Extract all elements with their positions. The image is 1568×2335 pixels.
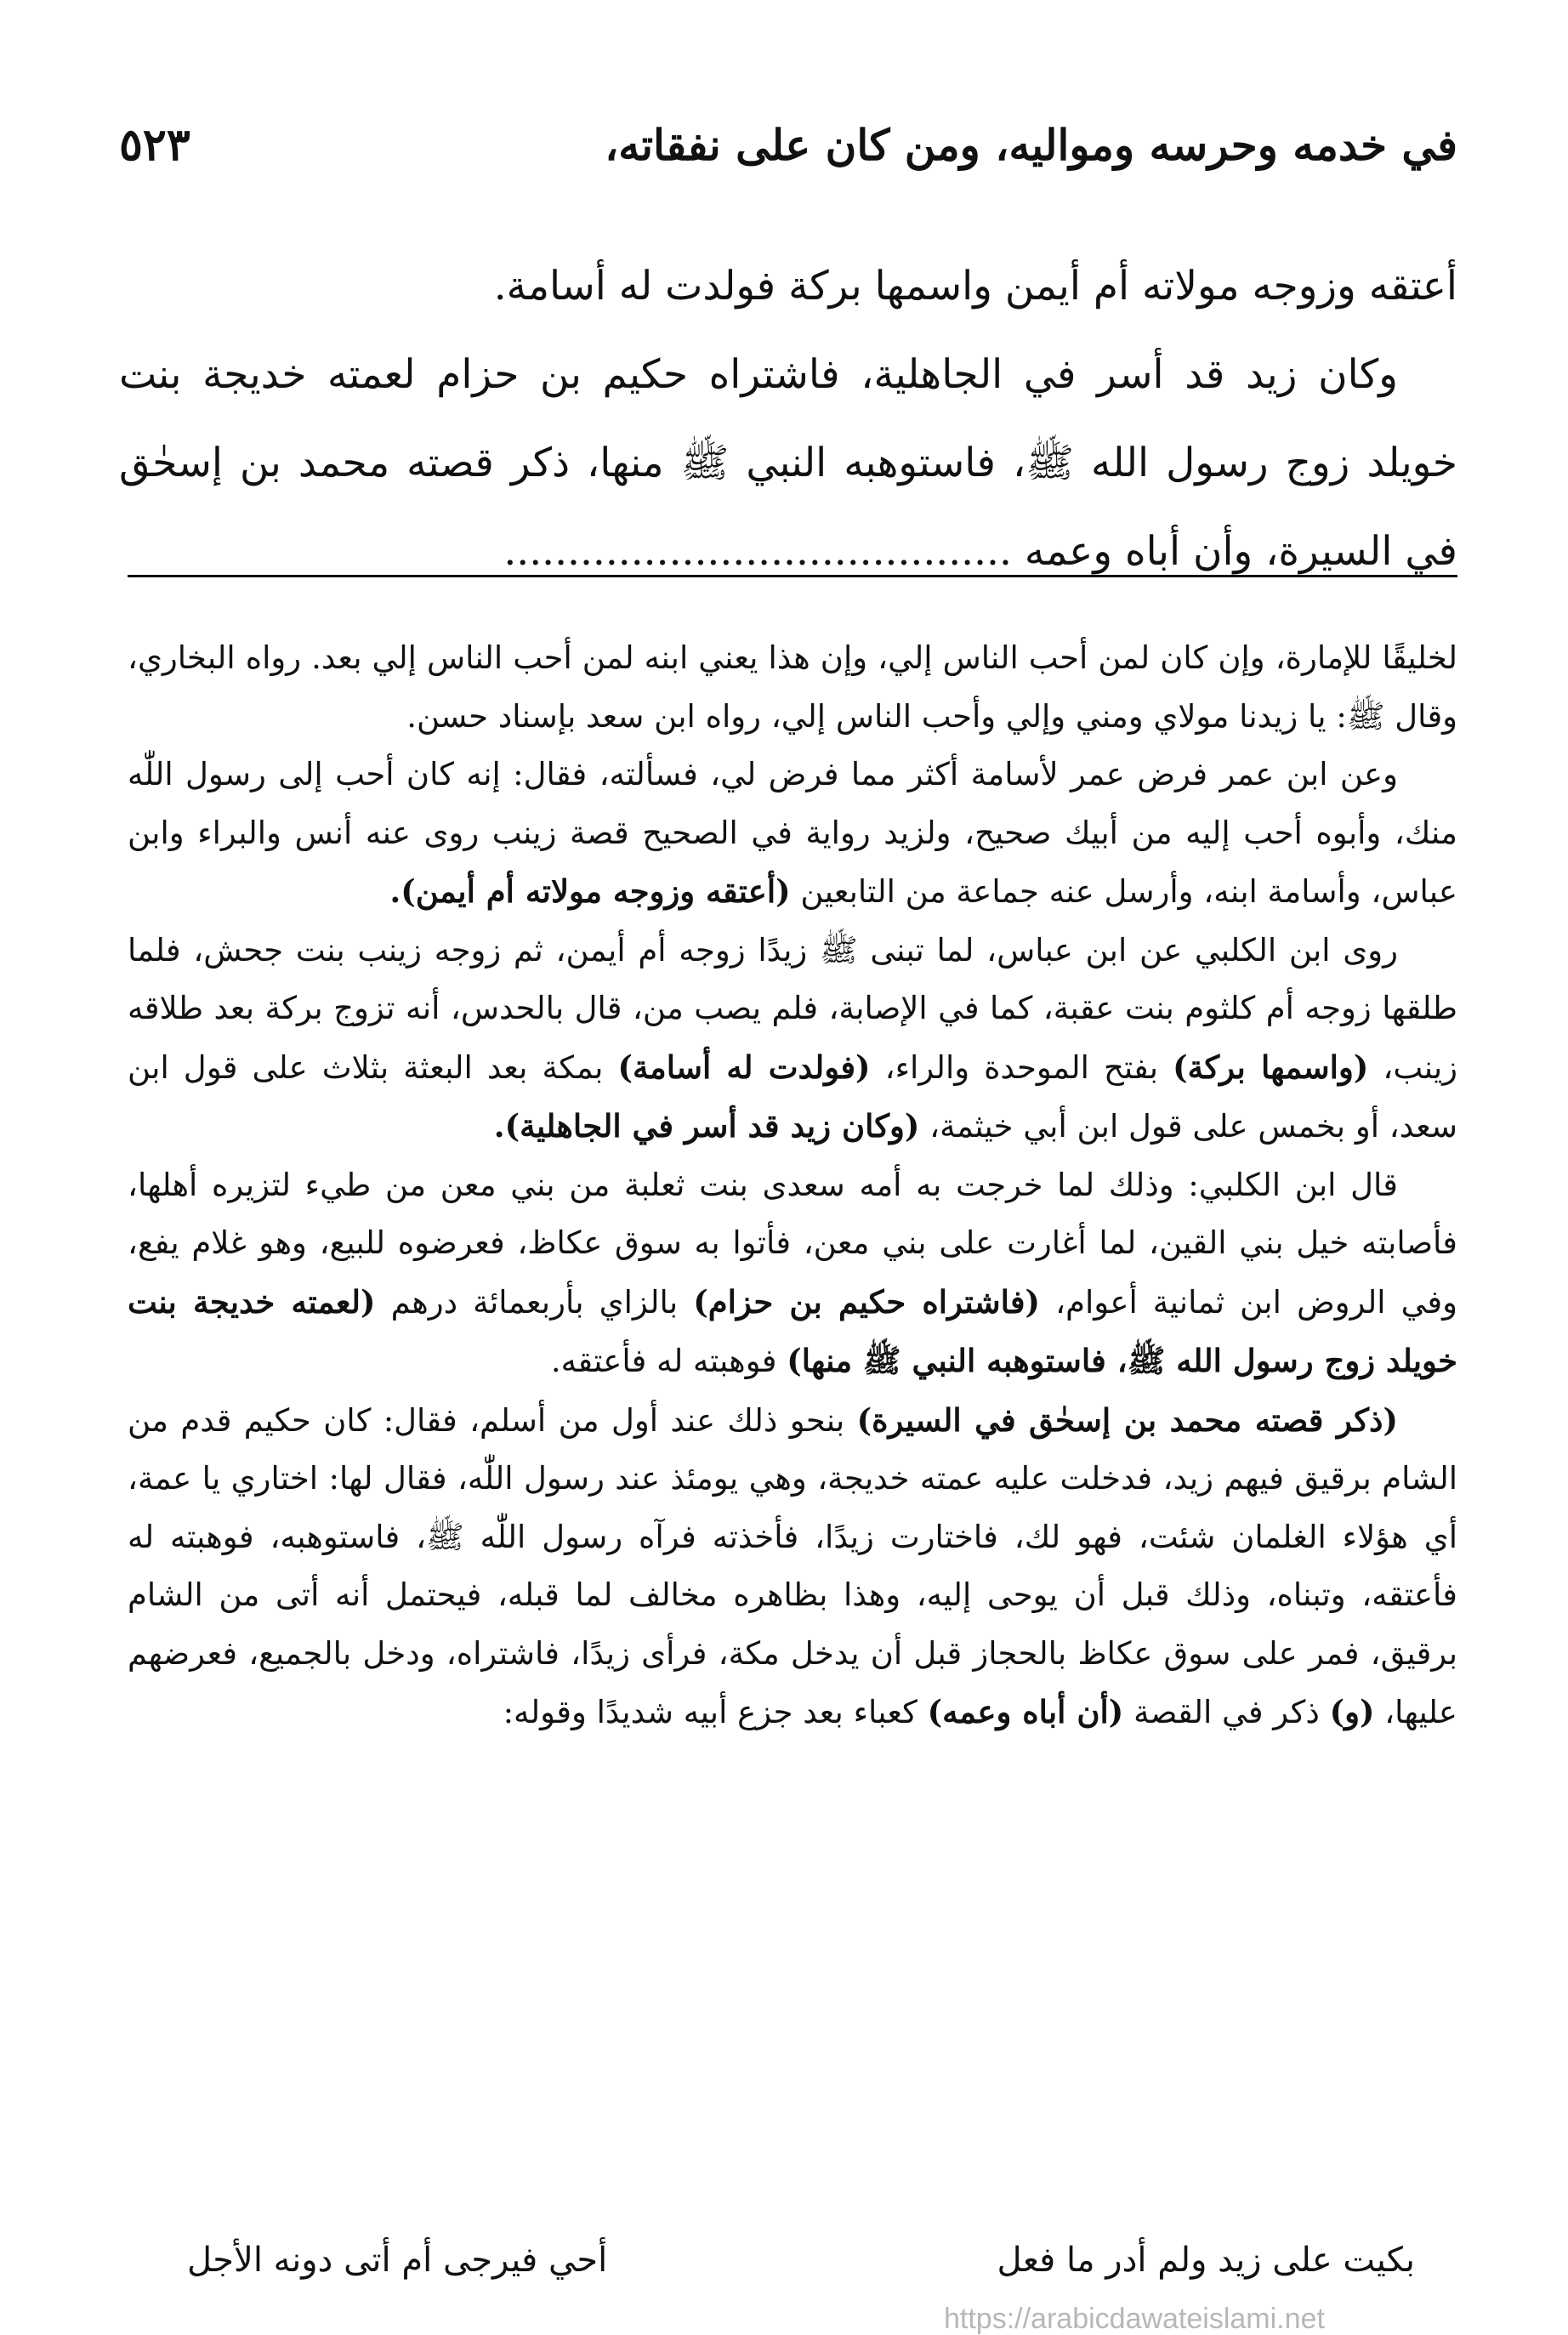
- quoted-matn: (فولدت له أسامة): [617, 1048, 871, 1086]
- commentary-text: بنحو ذلك عند أول من أسلم، فقال: كان حكيم قدم من الشام برقيق فيهم زيد، فدخلت عليه عمته خديجة، وهي يومئذ عند رسول اللّٰه، فقال لها: اختاري يا عمة، أي هؤلاء الغلمان شئت، فهو لك، فاختارت زيدًا، فأخذته فرآه رسول اللّٰه ﷺ، فاستوهبه، فوهبته له فأعتقه، وتبناه، وذلك قبل أن يوحى إليه، وهذا بظاهره مخالف لما قبله، فيحتمل أنه أتى من الشام برقيق، فمر على سوق عكاظ بالحجاز قبل أن يدخل مكة، فرأى زيدًا، فاشتراه، ودخل بالجميع، فعرضهم عليها،: [128, 1401, 1457, 1730]
- commentary-text: قال ابن الكلبي: وذلك لما خرجت به أمه سعدى بنت ثعلبة من بني معن من طيء لتزيره أهلها، فأصابته خيل بني القين، لما أغارت على بني معن، فأتوا به سوق عكاظ، فعرضوه للبيع، وهو غلام يفع، وفي الروض ابن ثمانية أعوام،: [128, 1166, 1457, 1321]
- commentary-text: بمكة بعد البعثة بثلاث على قول ابن سعد، أو بخمس على قول ابن أبي خيثمة،: [128, 1048, 1457, 1145]
- commentary-text: فوهبته له فأعتقه.: [550, 1343, 777, 1379]
- page-header: [119, 111, 1457, 179]
- commentary-paragraph-5: [128, 1391, 1457, 1742]
- commentary: [128, 629, 1457, 1742]
- ellipsis-dots: ........................................: [503, 528, 1012, 575]
- commentary-paragraph-4: [128, 1156, 1457, 1391]
- commentary-text: بالزاي بأربعمائة درهم: [390, 1283, 679, 1321]
- page-number: ٥٢٣: [119, 118, 190, 171]
- quoted-matn: (ذكر قصته محمد بن إسحٰق في السيرة): [856, 1400, 1398, 1439]
- verse-hemistich-1: بكيت على زيد ولم أدر ما فعل: [997, 2241, 1415, 2280]
- running-title: في خدمه وحرسه ومواليه، ومن كان على نفقاته،: [605, 119, 1457, 170]
- commentary-paragraph-1: لخليقًا للإمارة، وإن كان لمن أحب الناس إلي، وإن هذا يعني ابنه لمن أحب الناس إلي بعد. رواه البخاري، وقال ﷺ: يا زيدنا مولاي ومني وإلي وأحب الناس إلي، رواه ابن سعد بإسناد حسن.: [128, 639, 1457, 735]
- quoted-matn: (وكان زيد قد أسر في الجاهلية).: [493, 1107, 920, 1145]
- commentary-text: وعن ابن عمر فرض عمر لأسامة أكثر مما فرض لي، فسألته، فقال: إنه كان أحب إلى رسول اللّٰه منك، وأبوه أحب إليه من أبيك صحيح، ولزيد رواية في الصحيح قصة زينب روى عنه أنس والبراء وابن عباس، وأسامة ابنه، وأرسل عنه جماعة من التابعين: [128, 756, 1457, 910]
- quoted-matn: (و): [1329, 1693, 1375, 1730]
- main-paragraph-2: [119, 331, 1457, 596]
- main-paragraph-2-text: وكان زيد قد أسر في الجاهلية، فاشتراه حكيم بن حزام لعمته خديجة بنت خويلد زوج رسول الله ﷺ، فاستوهبه النبي ﷺ منها، ذكر قصته محمد بن إسحٰق في السيرة، وأن أباه وعمه: [119, 351, 1457, 575]
- commentary-text: روى ابن الكلبي عن ابن عباس، لما تبنى ﷺ زيدًا زوجه أم أيمن، ثم زوجه زينب بنت جحش، فلما طلقها زوجه أم كلثوم بنت عقبة، كما في الإصابة، فلم يصب من، قال بالحدس، أنه تزوج بركة بعد طلاقه زينب،: [128, 931, 1458, 1086]
- watermark-url: https://arabicdawateislami.net: [944, 2303, 1325, 2335]
- quoted-matn: (فاشتراه حكيم بن حزام): [693, 1282, 1041, 1321]
- commentary-text: بفتح الموحدة والراء،: [884, 1048, 1159, 1086]
- quoted-matn: (أن أباه وعمه): [927, 1693, 1124, 1730]
- quoted-matn: (واسمها بركة): [1173, 1048, 1369, 1086]
- poetry-verse: [187, 2235, 1415, 2286]
- quoted-matn: (لعمته خديجة بنت خويلد زوج رسول الله ﷺ، فاستوهبه النبي ﷺ منها): [128, 1282, 1457, 1379]
- commentary-text: ذكر في القصة: [1133, 1694, 1320, 1730]
- verse-hemistich-2: أحي فيرجى أم أتى دونه الأجل: [187, 2241, 608, 2280]
- footnote-separator: [128, 575, 1457, 577]
- commentary-text: كعباء بعد جزع أبيه شديدًا وقوله:: [503, 1694, 918, 1730]
- commentary-paragraph-2: [128, 746, 1457, 922]
- main-paragraph-1: أعتقه وزوجه مولاته أم أيمن واسمها بركة فولدت له أسامة.: [493, 263, 1457, 310]
- commentary-paragraph-3: [128, 922, 1457, 1156]
- quoted-matn: (أعتقه وزوجه مولاته أم أيمن).: [389, 872, 791, 910]
- main-text: [119, 242, 1457, 596]
